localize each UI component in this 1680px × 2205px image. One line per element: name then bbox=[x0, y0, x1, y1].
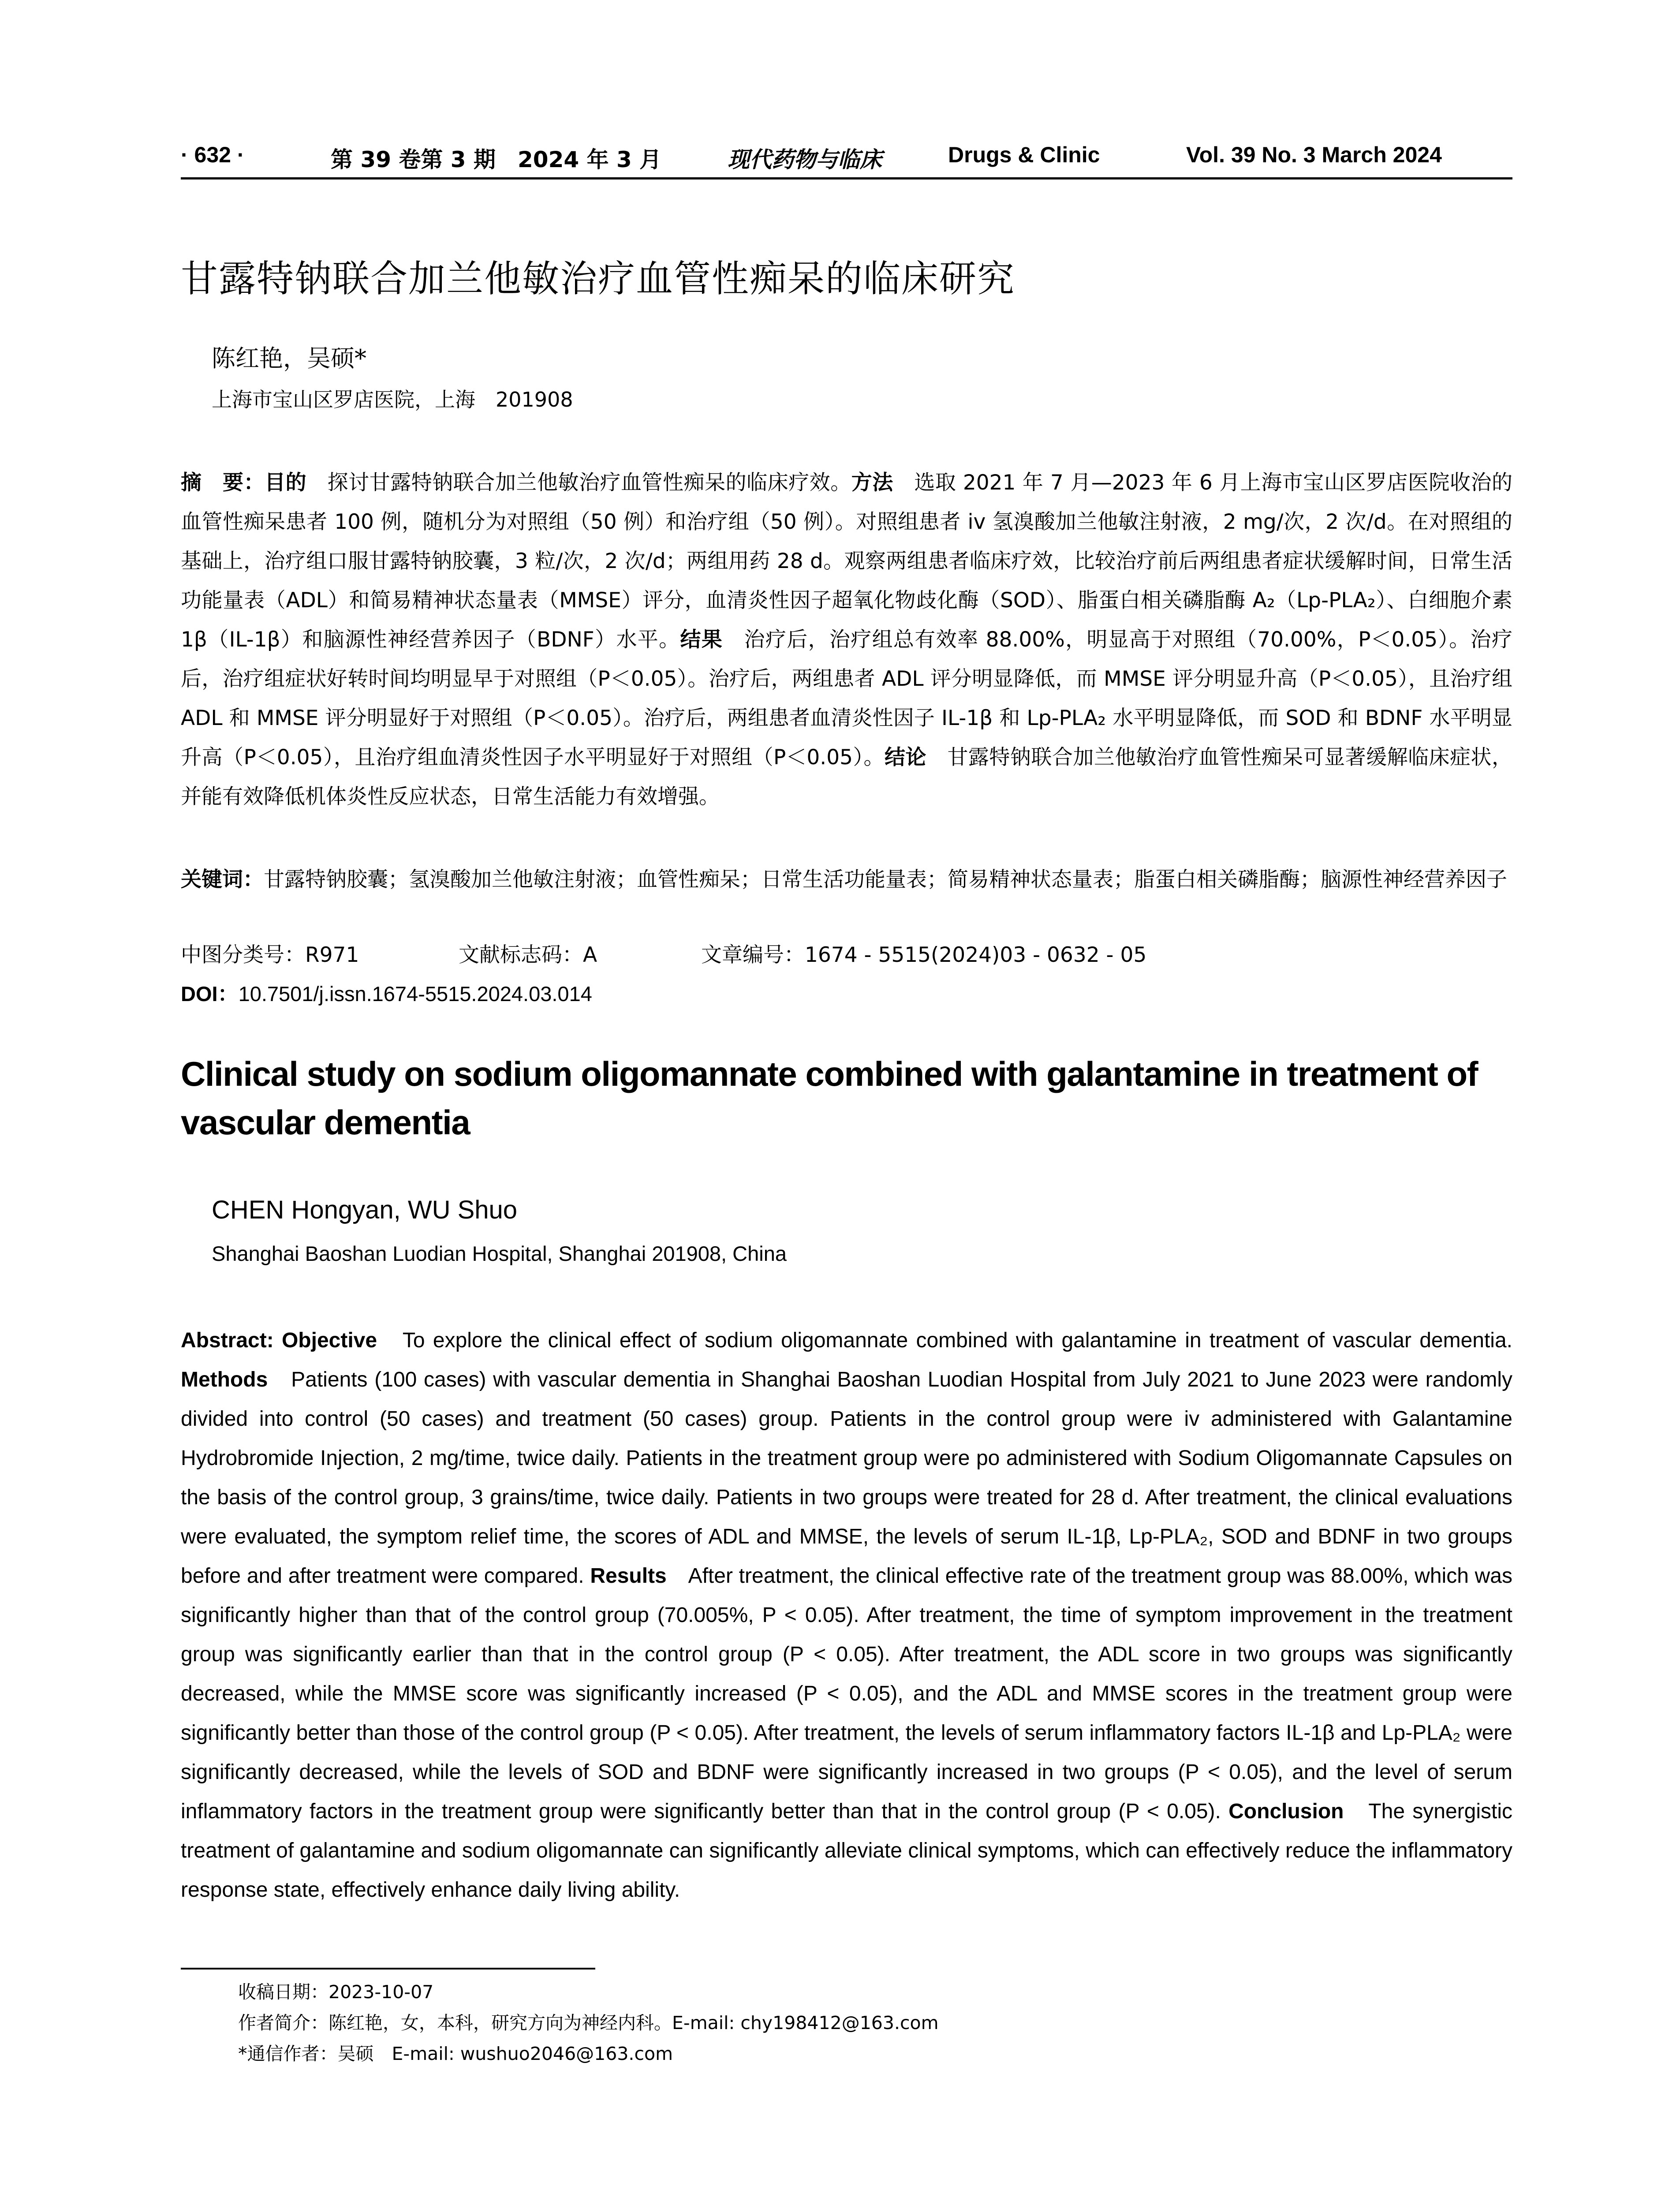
doi-link[interactable]: 10.7501/j.issn.1674-5515.2024.03.014 bbox=[238, 982, 592, 1005]
journal-name-en: Drugs & Clinic bbox=[948, 142, 1100, 167]
footnote-rule bbox=[181, 1968, 595, 1970]
methods-label-en: Methods bbox=[181, 1368, 268, 1391]
results-label-en: Results bbox=[590, 1564, 667, 1588]
chinese-abstract bbox=[181, 463, 1512, 816]
clc-number: 中图分类号：R971 bbox=[181, 943, 359, 967]
page-number: · 632 · bbox=[181, 142, 245, 167]
keywords-text: 甘露特钠胶囊；氢溴酸加兰他敏注射液；血管性痴呆；日常生活功能量表；简易精神状态量表；脂蛋白相关磷脂酶；脑源性神经营养因子 bbox=[264, 867, 1507, 892]
objective-label-cn: 目的 bbox=[265, 471, 307, 495]
conclusion-label-cn: 结论 bbox=[885, 745, 926, 770]
abstract-label-cn: 摘 要： bbox=[181, 471, 265, 495]
objective-text-cn: 探讨甘露特钠联合加兰他敏治疗血管性痴呆的临床疗效。 bbox=[306, 471, 851, 495]
conclusion-text-en: The synergistic treatment of galantamine and sodium oligomannate can significantly alleviate clinical symptoms, which can effectively reduce the inflammatory response state, effectively enhance daily living ability. bbox=[181, 1800, 1512, 1902]
volume-cn: 第 39 卷第 3 期 2024 年 3 月 bbox=[331, 147, 662, 172]
english-abstract bbox=[181, 1321, 1512, 1910]
corresponding-author: *通信作者：吴硕 E-mail: wushuo2046@163.com bbox=[238, 2043, 673, 2064]
conclusion-text-cn: 甘露特钠联合加兰他敏治疗血管性痴呆可显著缓解临床症状，并能有效降低机体炎性反应状态，日常生活能力有效增强。 bbox=[181, 745, 1513, 809]
classification-row bbox=[181, 938, 1512, 978]
chinese-authors: 陈红艳，吴硕* bbox=[212, 344, 366, 372]
objective-label-en: Objective bbox=[281, 1329, 377, 1352]
keywords bbox=[181, 860, 1512, 899]
doi bbox=[181, 978, 592, 1007]
methods-text-cn: 选取 2021 年 7 月—2023 年 6 月上海市宝山区罗店医院收治的血管性痴呆患者 100 例，随机分为对照组（50 例）和治疗组（50 例）。对照组患者 iv 氢溴酸加兰他敏注射液，2 mg/次，2 次/d。在对照组的基础上，治疗组口服甘露特钠胶囊，3 粒/次，2 次/d；两组用药 28 d。观察两组患者临床疗效，比较治疗前后两组患者症状缓解时间，日常生活功能量表（ADL）和简易精神状态量表（MMSE）评分，血清炎性因子超氧化物歧化酶（SOD）、脂蛋白相关磷脂酶 A₂（Lp-PLA₂）、白细胞介素 1β（IL-1β）和脑源性神经营养因子（BDNF）水平。 bbox=[181, 471, 1513, 652]
methods-label-cn: 方法 bbox=[851, 471, 893, 495]
conclusion-label-en: Conclusion bbox=[1228, 1800, 1344, 1823]
doi-label: DOI： bbox=[181, 982, 239, 1005]
results-text-en: After treatment, the clinical effective rate of the treatment group was 88.00%, which was significantly higher than that of the control group (70.005%, P < 0.05). After treatment, the time of symptom improvement in the treatment group was significantly earlier than that in the control group (P < 0.05). After treatment, the ADL score in two groups was significantly decreased, while the MMSE score was significantly increased (P < 0.05), and the ADL and MMSE scores in the treatment group were significantly better than those of the control group (P < 0.05). After treatment, the levels of serum inflammatory factors IL-1β and Lp-PLA₂ were significantly decreased, while the levels of SOD and BDNF were significantly increased in two groups (P < 0.05), and the level of serum inflammatory factors in the treatment group were significantly better than that in the control group (P < 0.05). bbox=[181, 1564, 1513, 1823]
english-authors: CHEN Hongyan, WU Shuo bbox=[212, 1196, 518, 1224]
abstract-label-en: Abstract: bbox=[181, 1329, 274, 1352]
chinese-title: 甘露特钠联合加兰他敏治疗血管性痴呆的临床研究 bbox=[181, 257, 1015, 300]
article-number: 文章编号：1674 - 5515(2024)03 - 0632 - 05 bbox=[701, 943, 1147, 967]
english-affiliation: Shanghai Baoshan Luodian Hospital, Shanghai 201908, China bbox=[212, 1242, 787, 1265]
keywords-label: 关键词： bbox=[181, 867, 264, 892]
footnotes bbox=[238, 1977, 939, 2069]
document-code: 文献标志码：A bbox=[459, 943, 597, 967]
objective-text-en: To explore the clinical effect of sodium oligomannate combined with galantamine in treatment of vascular dementia. bbox=[377, 1329, 1512, 1352]
volume-en: Vol. 39 No. 3 March 2024 bbox=[1186, 142, 1442, 167]
received-date: 收稿日期：2023-10-07 bbox=[238, 1981, 434, 2003]
author-bio: 作者简介：陈红艳，女，本科，研究方向为神经内科。E-mail: chy198412@163.com bbox=[238, 2012, 939, 2033]
results-text-cn: 治疗后，治疗组总有效率 88.00%，明显高于对照组（70.00%，P＜0.05）。治疗后，治疗组症状好转时间均明显早于对照组（P＜0.05）。治疗后，两组患者 ADL 评分明显降低，而 MMSE 评分明显升高（P＜0.05），且治疗组 ADL 和 MMSE 评分明显好于对照组（P＜0.05）。治疗后，两组患者血清炎性因子 IL-1β 和 Lp-PLA₂ 水平明显降低，而 SOD 和 BDNF 水平明显升高（P＜0.05），且治疗组血清炎性因子水平明显好于对照组（P＜0.05）。 bbox=[181, 628, 1512, 770]
english-title: Clinical study on sodium oligomannate combined with galantamine in treatment of vascular dementia bbox=[181, 1054, 1478, 1142]
header-rule bbox=[181, 177, 1512, 179]
chinese-affiliation: 上海市宝山区罗店医院，上海 201908 bbox=[212, 388, 573, 411]
journal-name-cn: 现代药物与临床 bbox=[728, 146, 882, 172]
methods-text-en: Patients (100 cases) with vascular dementia in Shanghai Baoshan Luodian Hospital from July 2021 to June 2023 were randomly divided into control (50 cases) and treatment (50 cases) group. Patients in the control group were iv administered with Galantamine Hydrobromide Injection, 2 mg/time, twice daily. Patients in the treatment group were po administered with Sodium Oligomannate Capsules on the basis of the control group, 3 grains/time, twice daily. Patients in two groups were treated for 28 d. After treatment, the clinical evaluations were evaluated, the symptom relief time, the scores of ADL and MMSE, the levels of serum IL-1β, Lp-PLA₂, SOD and BDNF in two groups before and after treatment were compared. bbox=[181, 1368, 1512, 1588]
results-label-cn: 结果 bbox=[680, 628, 723, 652]
running-header bbox=[181, 142, 1512, 177]
